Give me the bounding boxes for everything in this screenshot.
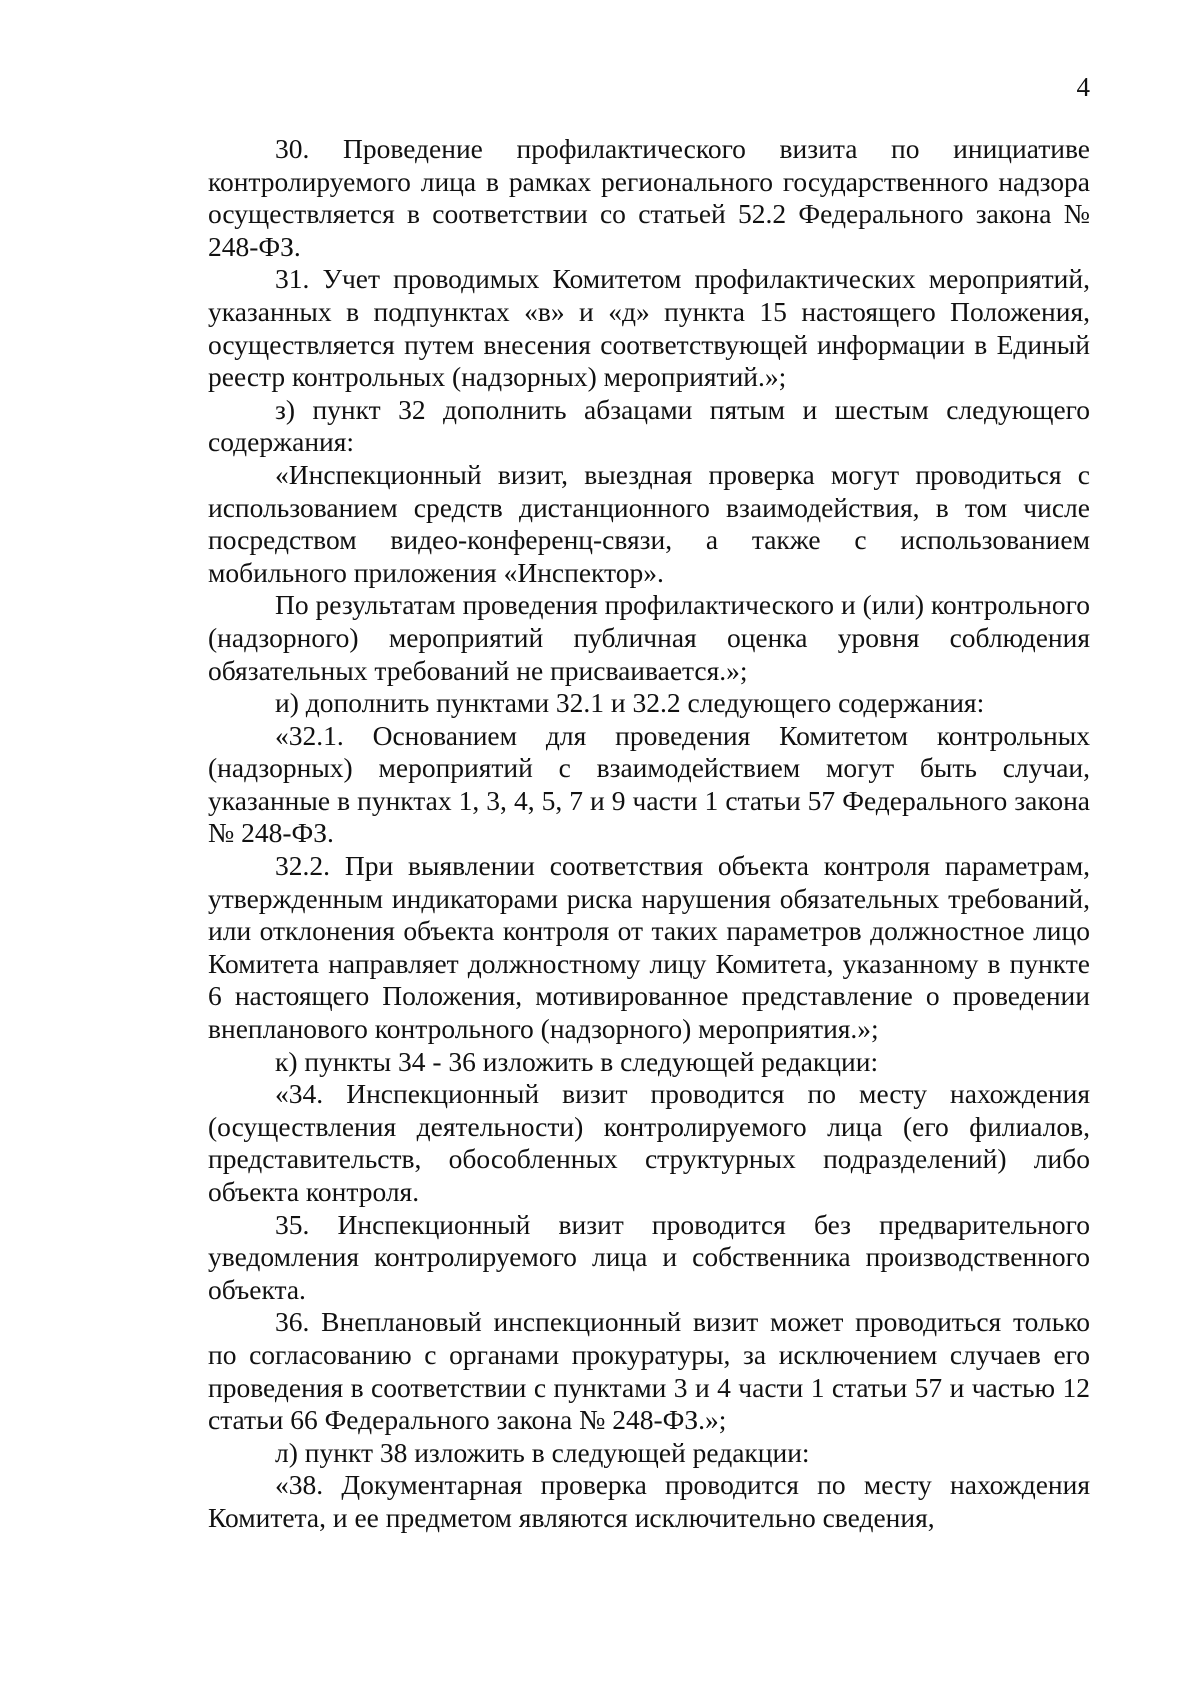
paragraph-results-assessment: По результатам проведения профилактического и (или) контрольного (надзорного) мероприятий публичная оценка уровня соблюдения обязательных требований не присваивается.»; bbox=[208, 589, 1090, 686]
paragraph-36: 36. Внеплановый инспекционный визит может проводиться только по согласованию с органами прокуратуры, за исключением случаев его проведения в соответствии с пунктами 3 и 4 части 1 статьи 57 и частью 12 статьи 66 Федерального закона № 248-ФЗ.»; bbox=[208, 1306, 1090, 1436]
paragraph-31: 31. Учет проводимых Комитетом профилактических мероприятий, указанных в подпунктах «в» и «д» пункта 15 настоящего Положения, осуществляется путем внесения соответствующей информации в Единый реестр контрольных (надзорных) мероприятий.»; bbox=[208, 263, 1090, 393]
paragraph-l: л) пункт 38 изложить в следующей редакции: bbox=[275, 1436, 810, 1468]
paragraph-k: к) пункты 34 - 36 изложить в следующей редакции: bbox=[275, 1045, 879, 1077]
paragraph-32-1: «32.1. Основанием для проведения Комитетом контрольных (надзорных) мероприятий с взаимодействием могут быть случаи, указанные в пунктах 1, 3, 4, 5, 7 и 9 части 1 статьи 57 Федерального закона № 248-ФЗ. bbox=[208, 719, 1090, 849]
paragraph-35: 35. Инспекционный визит проводится без предварительного уведомления контролируемого лица и собственника производственного объекта. bbox=[208, 1208, 1090, 1305]
page-number: 4 bbox=[1076, 72, 1090, 102]
paragraph-38: «38. Документарная проверка проводится по месту нахождения Комитета, и ее предметом являются исключительно сведения, bbox=[208, 1469, 1090, 1533]
document-body bbox=[208, 133, 1090, 1535]
paragraph-30: 30. Проведение профилактического визита по инициативе контролируемого лица в рамках регионального государственного надзора осуществляется в соответствии со статьей 52.2 Федерального закона № 248-ФЗ. bbox=[208, 133, 1090, 262]
paragraph-34: «34. Инспекционный визит проводится по месту нахождения (осуществления деятельности) контролируемого лица (его филиалов, представительств, обособленных структурных подразделений) либо объекта контроля. bbox=[208, 1078, 1090, 1207]
paragraph-i: и) дополнить пунктами 32.1 и 32.2 следующего содержания: bbox=[275, 687, 985, 719]
paragraph-32-2: 32.2. При выявлении соответствия объекта контроля параметрам, утвержденным индикаторами риска нарушения обязательных требований, или отклонения объекта контроля от таких параметров должностное лицо Комитета направляет должностному лицу Комитета, указанному в пункте 6 настоящего Положения, мотивированное представление о проведении внепланового контрольного (надзорного) мероприятия.»; bbox=[208, 850, 1090, 1045]
paragraph-inspection-visit-remote: «Инспекционный визит, выездная проверка могут проводиться с использованием средств дистанционного взаимодействия, в том числе посредством видео-конференц-связи, а также с использованием мобильного приложения «Инспектор». bbox=[208, 458, 1090, 588]
paragraph-z: з) пункт 32 дополнить абзацами пятым и шестым следующего содержания: bbox=[208, 393, 1090, 458]
